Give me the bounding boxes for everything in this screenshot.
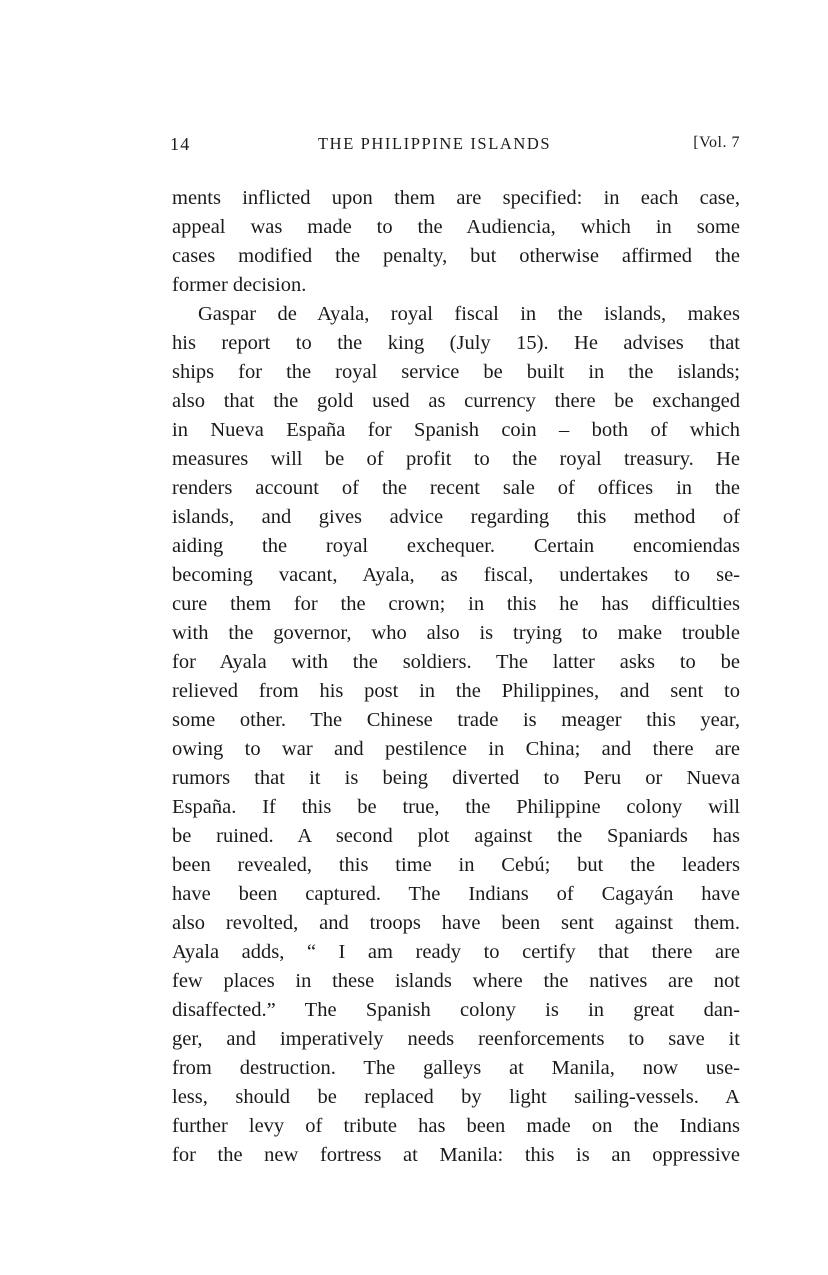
text-line: becoming vacant, Ayala, as fiscal, undertakes to se- — [172, 564, 740, 586]
running-head — [170, 134, 740, 160]
text-line: rumors that it is being diverted to Peru or Nueva — [172, 767, 740, 789]
body-text — [172, 184, 740, 1170]
text-line: for the new fortress at Manila: this is an oppressive — [172, 1144, 740, 1166]
text-line: measures will be of profit to the royal treasury. He — [172, 448, 740, 470]
text-line: been revealed, this time in Cebú; but the leaders — [172, 854, 740, 876]
text-line: be ruined. A second plot against the Spaniards has — [172, 825, 740, 847]
text-line: also that the gold used as currency there be exchanged — [172, 390, 740, 412]
text-line: former decision. — [172, 274, 307, 296]
text-line: cases modified the penalty, but otherwise affirmed the — [172, 245, 740, 267]
volume-label: [Vol. 7 — [693, 134, 740, 151]
text-line: have been captured. The Indians of Cagayán have — [172, 883, 740, 905]
text-line: in Nueva España for Spanish coin – both of which — [172, 419, 740, 441]
text-line: relieved from his post in the Philippines, and sent to — [172, 680, 740, 702]
text-line: for Ayala with the soldiers. The latter asks to be — [172, 651, 740, 673]
text-line: ments inflicted upon them are specified: in each case, — [172, 187, 740, 209]
text-line: also revolted, and troops have been sent against them. — [172, 912, 740, 934]
page-number: 14 — [170, 134, 191, 154]
text-line: Ayala adds, “ I am ready to certify that there are — [172, 941, 740, 963]
text-line: islands, and gives advice regarding this method of — [172, 506, 740, 528]
text-line: with the governor, who also is trying to make trouble — [172, 622, 740, 644]
text-line: few places in these islands where the natives are not — [172, 970, 740, 992]
text-line: renders account of the recent sale of offices in the — [172, 477, 740, 499]
running-title: THE PHILIPPINE ISLANDS — [318, 134, 552, 153]
text-line: less, should be replaced by light sailing-vessels. A — [172, 1086, 740, 1108]
text-line: ships for the royal service be built in the islands; — [172, 361, 740, 383]
text-line: some other. The Chinese trade is meager this year, — [172, 709, 740, 731]
text-line: his report to the king (July 15). He advises that — [172, 332, 740, 354]
text-line: cure them for the crown; in this he has difficulties — [172, 593, 740, 615]
text-line: España. If this be true, the Philippine colony will — [172, 796, 740, 818]
text-line: disaffected.” The Spanish colony is in great dan- — [172, 999, 740, 1021]
text-line: from destruction. The galleys at Manila, now use- — [172, 1057, 740, 1079]
text-line: ger, and imperatively needs reenforcements to save it — [172, 1028, 740, 1050]
text-line: further levy of tribute has been made on the Indians — [172, 1115, 740, 1137]
text-line: owing to war and pestilence in China; and there are — [172, 738, 740, 760]
text-line: Gaspar de Ayala, royal fiscal in the islands, makes — [198, 303, 740, 325]
text-line: aiding the royal exchequer. Certain encomiendas — [172, 535, 740, 557]
text-line: appeal was made to the Audiencia, which in some — [172, 216, 740, 238]
